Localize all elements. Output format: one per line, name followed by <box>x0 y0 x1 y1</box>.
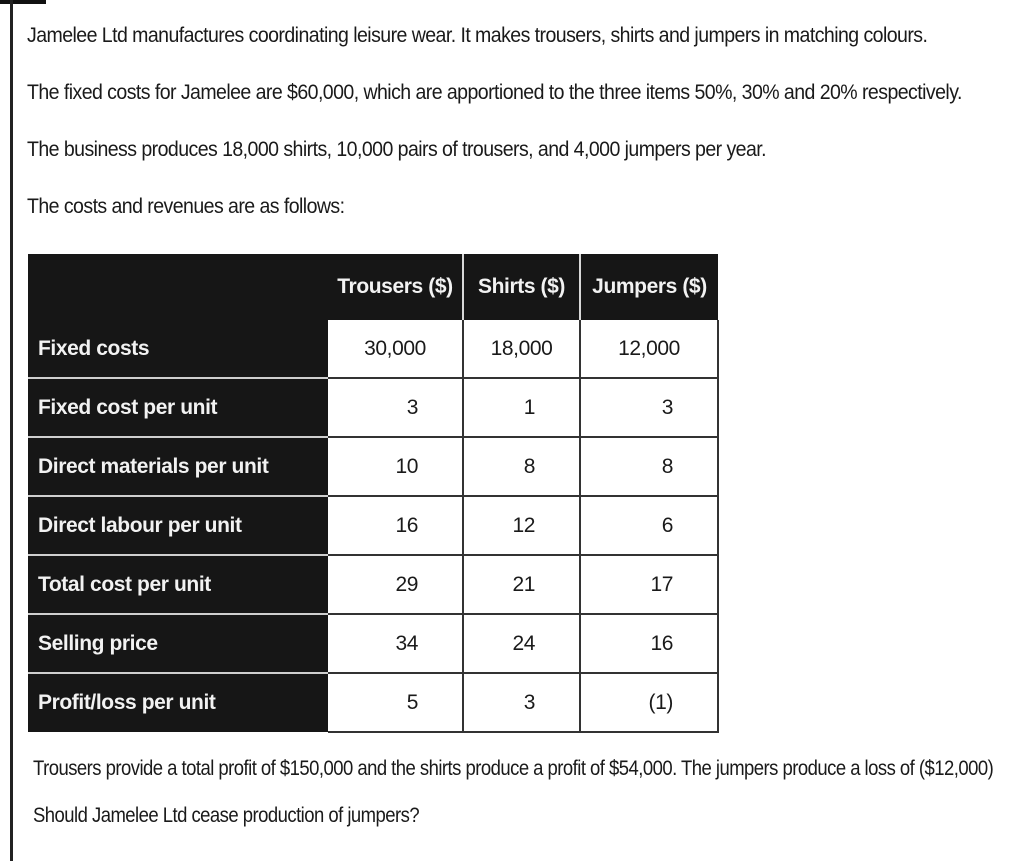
column-header-jumpers: Jumpers ($) <box>580 254 718 320</box>
table-row <box>28 378 718 437</box>
cell-direct-materials-jumpers: 8 <box>580 437 718 496</box>
cell-direct-materials-trousers: 10 <box>328 437 463 496</box>
table-row <box>28 614 718 673</box>
table-row <box>28 437 718 496</box>
table-row <box>28 496 718 555</box>
intro-paragraph-production: The business produces 18,000 shirts, 10,000 pairs of trousers, and 4,000 jumpers per year. <box>27 138 767 161</box>
row-label-direct-labour: Direct labour per unit <box>28 496 328 555</box>
cell-selling-price-trousers: 34 <box>328 614 463 673</box>
cell-profit-loss-shirts: 3 <box>463 673 580 732</box>
cell-total-cost-trousers: 29 <box>328 555 463 614</box>
cell-direct-labour-jumpers: 6 <box>580 496 718 555</box>
cell-profit-loss-jumpers: (1) <box>580 673 718 732</box>
cell-profit-loss-trousers: 5 <box>328 673 463 732</box>
table-corner-cell <box>28 254 328 320</box>
page-left-rule <box>10 0 13 861</box>
cell-total-cost-shirts: 21 <box>463 555 580 614</box>
row-label-total-cost: Total cost per unit <box>28 555 328 614</box>
cell-fixed-cost-per-unit-trousers: 3 <box>328 378 463 437</box>
row-label-direct-materials: Direct materials per unit <box>28 437 328 496</box>
cell-fixed-cost-per-unit-jumpers: 3 <box>580 378 718 437</box>
intro-paragraph-table-lead: The costs and revenues are as follows: <box>27 195 345 218</box>
cell-fixed-costs-shirts: 18,000 <box>463 320 580 378</box>
table-row <box>28 320 718 378</box>
table-row <box>28 673 718 732</box>
cell-direct-labour-shirts: 12 <box>463 496 580 555</box>
cell-selling-price-shirts: 24 <box>463 614 580 673</box>
cell-direct-materials-shirts: 8 <box>463 437 580 496</box>
row-label-fixed-costs: Fixed costs <box>28 320 328 378</box>
outro-paragraph-profits: Trousers provide a total profit of $150,000 and the shirts produce a profit of $54,000. The jumpers produce a loss of ($12,000) <box>33 757 994 780</box>
cell-selling-price-jumpers: 16 <box>580 614 718 673</box>
outro-paragraph-question: Should Jamelee Ltd cease production of jumpers? <box>33 804 420 827</box>
cell-fixed-costs-trousers: 30,000 <box>328 320 463 378</box>
cell-direct-labour-trousers: 16 <box>328 496 463 555</box>
table-row <box>28 555 718 614</box>
costs-revenues-table <box>28 254 719 733</box>
cell-fixed-costs-jumpers: 12,000 <box>580 320 718 378</box>
cell-fixed-cost-per-unit-shirts: 1 <box>463 378 580 437</box>
column-header-shirts: Shirts ($) <box>463 254 580 320</box>
table-header-row <box>28 254 718 320</box>
page-top-rule <box>0 0 46 4</box>
row-label-selling-price: Selling price <box>28 614 328 673</box>
intro-paragraph-company: Jamelee Ltd manufactures coordinating leisure wear. It makes trousers, shirts and jumpers in matching colours. <box>27 24 928 47</box>
column-header-trousers: Trousers ($) <box>328 254 463 320</box>
cell-total-cost-jumpers: 17 <box>580 555 718 614</box>
row-label-fixed-cost-per-unit: Fixed cost per unit <box>28 378 328 437</box>
intro-paragraph-fixed-costs: The fixed costs for Jamelee are $60,000, which are apportioned to the three items 50%, 30% and 20% respectively. <box>27 81 962 104</box>
row-label-profit-loss: Profit/loss per unit <box>28 673 328 732</box>
